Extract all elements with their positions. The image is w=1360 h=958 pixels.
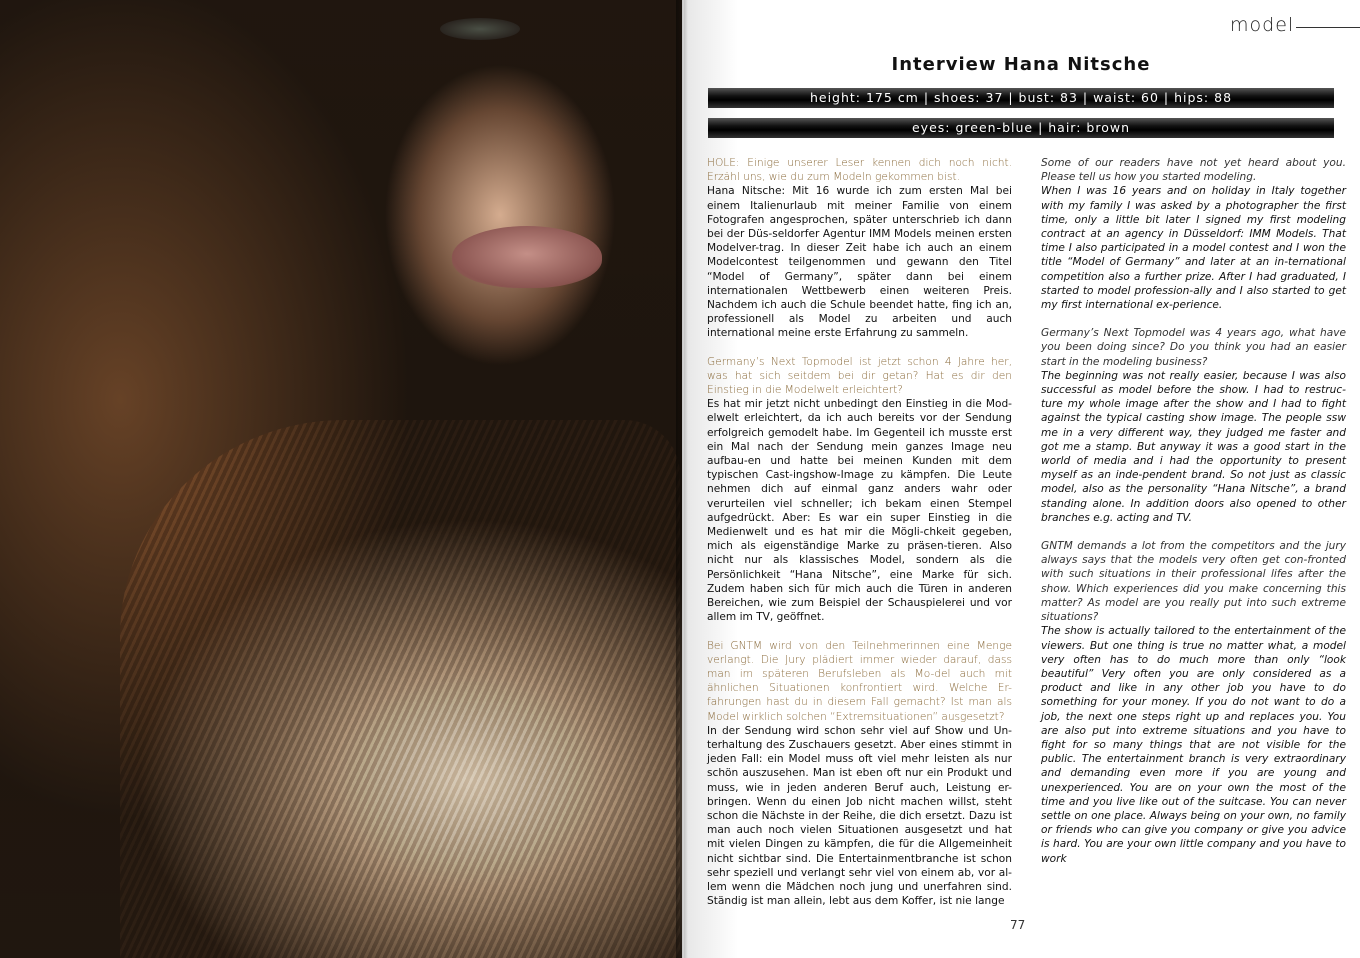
lips (452, 226, 602, 288)
answer-en-1: When I was 16 years and on holiday in Italy together with my family I was asked by a photographer the first time, only a little bit later I signed my first modeling contract at an agency in Düsseldorf: IMM Models. That time I also participated in a model contest and I won the title “Model of Germany” and later at an in-ternational competition also a further prize. After I had graduated, I started to model profession-ally and I also started to get my first international ex-perience. (1041, 185, 1346, 312)
section-rule (1296, 27, 1360, 28)
stats-bar: height: 175 cm | shoes: 37 | bust: 83 | waist: 60 | hips: 88 (708, 88, 1334, 108)
page-gutter (676, 0, 688, 958)
article-title: Interview Hana Nitsche (891, 54, 1151, 75)
question-de-2: Germany’s Next Topmodel ist jetzt schon 4 Jahre her, was hat sich seitdem bei dir getan? Hat es dir den Einstieg in die Modelwelt erleichtert? (707, 355, 1012, 397)
eyes-hair-bar: eyes: green-blue | hair: brown (708, 118, 1334, 138)
answer-de-1: Hana Nitsche: Mit 16 wurde ich zum ersten Mal bei einem Italienurlaub mit meiner Familie von einem Fotografen angesprochen, später unterschrieb ich dann bei der Düs-seldorfer Agentur IMM Models meinen ersten Modelver-trag. In dieser Zeit habe ich auch an einem Modelcontest teilgenommen und gewann den Titel “Model of Germany”, später dann bei einem internationalen Wettbewerb einen weiteren Preis. Nachdem ich auch die Schule beendet hatte, fing ich an, professionell als Model zu arbeiten und auch international meine erste Erfahrung zu sammeln. (707, 185, 1012, 340)
question-de-3: Bei GNTM wird von den Teilnehmerinnen eine Menge verlangt. Die Jury plädiert immer wieder darauf, dass man im späteren Berufsleben als Mo-del auch mit ähnlichen Situationen konfrontiert wird. Welche Er-fahrungen hast du in diesem Fall gemacht? Ist man als Model wirklich solchen “Extremsituationen” ausgesetzt? (707, 639, 1012, 723)
eye-shadow (440, 18, 520, 40)
german-column (707, 156, 1012, 922)
section-label: model (1230, 14, 1295, 36)
answer-en-2: The beginning was not really easier, because I was also successful as model before the show. I had to restruc-ture my whole image after the show and I had to fight against the typical casting show image. The people ssw me in a very different way, they judged me faster and got me a stamp. But anyway it was a good start in the world of media and i had the opportunity to present myself as an inde-pendent brand. So not just as classic model, also as the personality “Hana Nitsche”, a brand standing alone. In addition doors also opened to other branches e.g. acting and TV. (1041, 369, 1346, 524)
question-en-1: Some of our readers have not yet heard about you. Please tell us how you started modeling. (1041, 157, 1346, 184)
answer-de-3: In der Sendung wird schon sehr viel auf Show und Un-terhaltung des Zuschauers gesetzt. Aber eines stimmt in jeden Fall: ein Model muss oft viel mehr leisten als nur schön auszusehen. Man ist eben oft nur ein Produkt und muss, wie in jeden anderen Beruf auch, Leistung er-bringen. Wenn du einen Job nicht machen willst, steht schon die Nächste in der Reihe, die dich ersetzt. Dazu ist man auch noch vielen Situationen ausgesetzt und hat mit vielen Dingen zu kämpfen, die für die Allgemeinheit nicht sichtbar sind. Die Entertainmentbranche ist schon sehr speziell und verlangt sehr viel von einem ab, vor al-lem wenn die Mädchen noch jung und unerfahren sind. Ständig ist man allein, lebt aus dem Koffer, ist nie lange (707, 724, 1012, 908)
question-en-3: GNTM demands a lot from the competitors and the jury always says that the models very often get con-fronted with such situations in their professional lifes after the show. Which experiences did you make concerning this matter? As model are you really put into such extreme situations? (1041, 540, 1346, 624)
question-en-2: Germany’s Next Topmodel was 4 years ago, what have you been doing since? Do you think you had an easier start in the modeling business? (1041, 327, 1346, 368)
english-column (1041, 156, 1346, 880)
answer-de-2: Es hat mir jetzt nicht unbedingt den Einstieg in die Mod-elwelt erleichtert, da ich auch bereits vor der Sendung erfolgreich gemodelt habe. Im Gegenteil ich musste erst ein Mal nach der Sendung mein ganzes Image neu aufbau-en und hatte bei meinen Kunden mit dem typischen Cast-ingshow-Image zu kämpfen. Die Leute nehmen dich auf einmal ganz anders wahr oder verurteilen viel schneller; ich bekam einen Stempel aufgedrückt. Aber: Es war ein super Einstieg in die Medienwelt und es hat mir die Mögli-chkeit gegeben, mich als eigenständige Marke zu präsen-tieren. Also nicht nur als klassisches Model, sondern als die Persönlichkeit “Hana Nitsche”, eine Marke für sich. Zudem haben sich für mich auch die Türen in anderen Bereichen, wie zum Beispiel der Schauspielerei und vor allem im TV, geöffnet. (707, 398, 1012, 624)
fur-collar (120, 420, 680, 958)
question-de-1: HOLE: Einige unserer Leser kennen dich noch nicht. Erzähl uns, wie du zum Modeln gekommen bist. (707, 157, 1012, 184)
page-number: 77 (1010, 918, 1026, 932)
answer-en-3: The show is actually tailored to the entertainment of the viewers. But one thing is true no matter what, a model very often has to do much more than only “look beautiful” Very often you are only considered as a product and like in any other job you have to do something for your money. If you do not want to do a job, the next one steps right up and replaces you. You are also put into extreme situations and you have to fight for so many things that are not visible for the public. The entertainment branch is very extraordinary and demanding even more if you are young and unexperienced. You are on your own the most of the time and you live like out of the suitcase. You can never settle on one place. Always being on your own, no family or friends who can give you company or give you advice is hard. You are your own little company and you have to work (1041, 625, 1346, 865)
